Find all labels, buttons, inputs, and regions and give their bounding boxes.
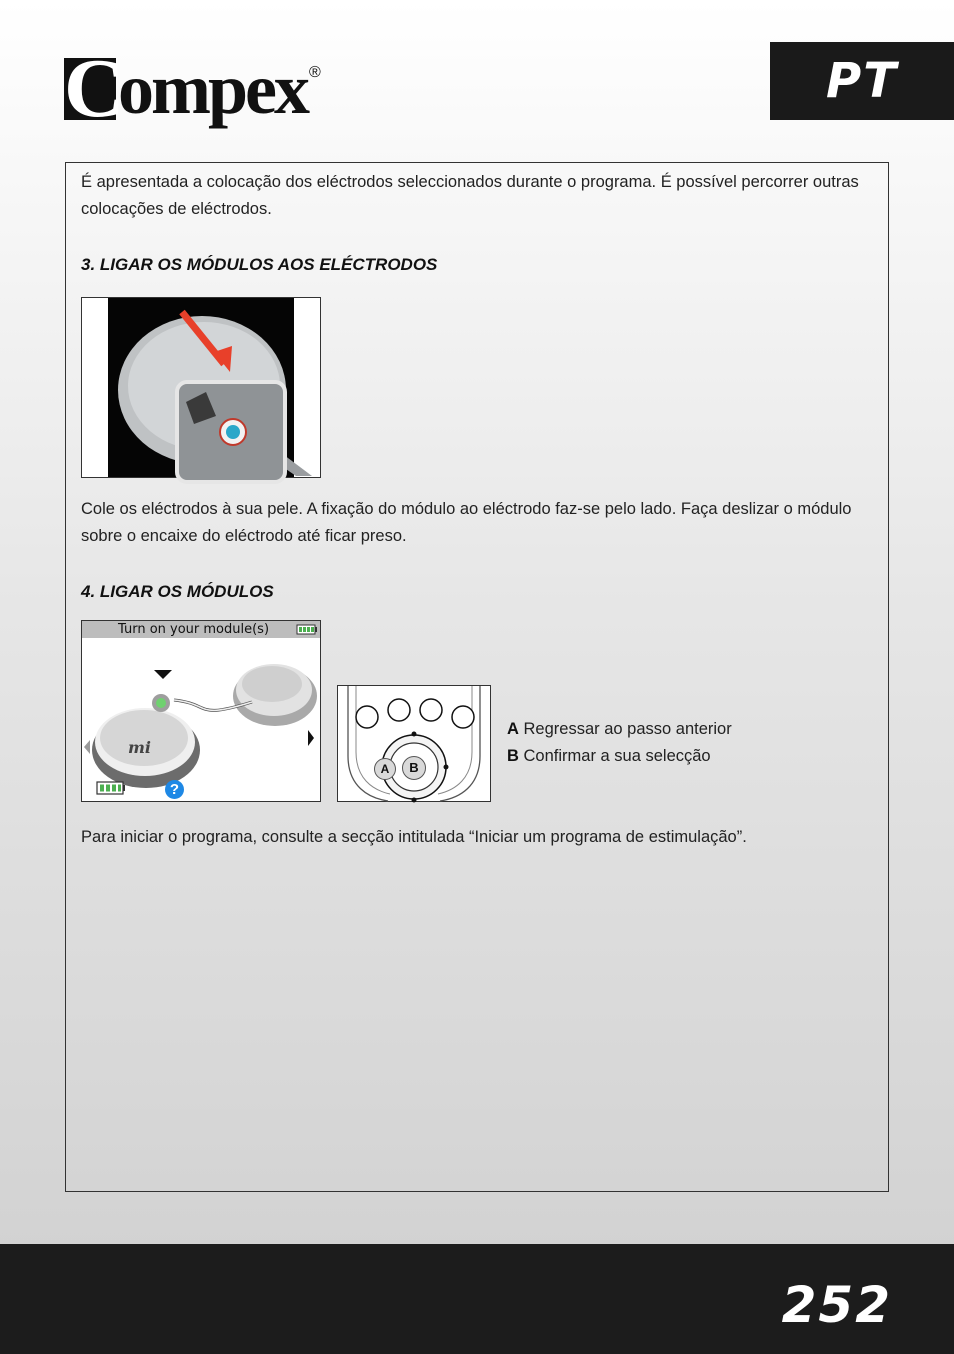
electrode-module-figure <box>81 297 321 478</box>
modules-illustration <box>82 638 320 801</box>
compex-logo <box>64 42 321 135</box>
button-a-icon: A <box>374 758 396 780</box>
battery-icon <box>296 624 318 635</box>
legend-key-b: B <box>507 747 519 765</box>
language-badge: PT <box>770 42 954 120</box>
closing-text: Para iniciar o programa, consulte a secção intitulada “Iniciar um programa de estimulação”. <box>81 828 747 846</box>
legend-item-a <box>507 716 732 743</box>
module-battery-icon <box>96 781 126 795</box>
page-number: 252 <box>781 1276 892 1334</box>
button-legend <box>507 716 732 770</box>
module-logo: mi <box>128 738 152 757</box>
logo-wordmark: ompex <box>118 49 307 129</box>
legend-text-a: Regressar ao passo anterior <box>523 720 732 738</box>
electrode-module-illustration <box>82 298 320 477</box>
section3-heading: 3. LIGAR OS MÓDULOS AOS ELÉCTRODOS <box>81 255 438 274</box>
screen-title: Turn on your module(s) <box>118 622 270 637</box>
device-screen-figure <box>81 620 321 802</box>
registered-mark: ® <box>308 64 321 81</box>
logo-initial-box: C <box>64 42 125 135</box>
remote-control-figure <box>337 685 491 802</box>
help-icon: ? <box>165 780 184 799</box>
legend-key-a: A <box>507 720 519 738</box>
section4-heading: 4. LIGAR OS MÓDULOS <box>81 582 274 601</box>
legend-item-b <box>507 743 732 770</box>
legend-text-b: Confirmar a sua selecção <box>523 747 711 765</box>
button-b-icon: B <box>402 756 426 780</box>
intro-text: É apresentada a colocação dos eléctrodos seleccionados durante o programa. É possível percorrer outras colocações de eléctrodos. <box>81 173 859 218</box>
section3-text: Cole os eléctrodos à sua pele. A fixação do módulo ao eléctrodo faz-se pelo lado. Faça deslizar o módulo sobre o encaixe do eléctrodo até ficar preso. <box>81 500 852 545</box>
remote-control-illustration <box>338 686 490 801</box>
